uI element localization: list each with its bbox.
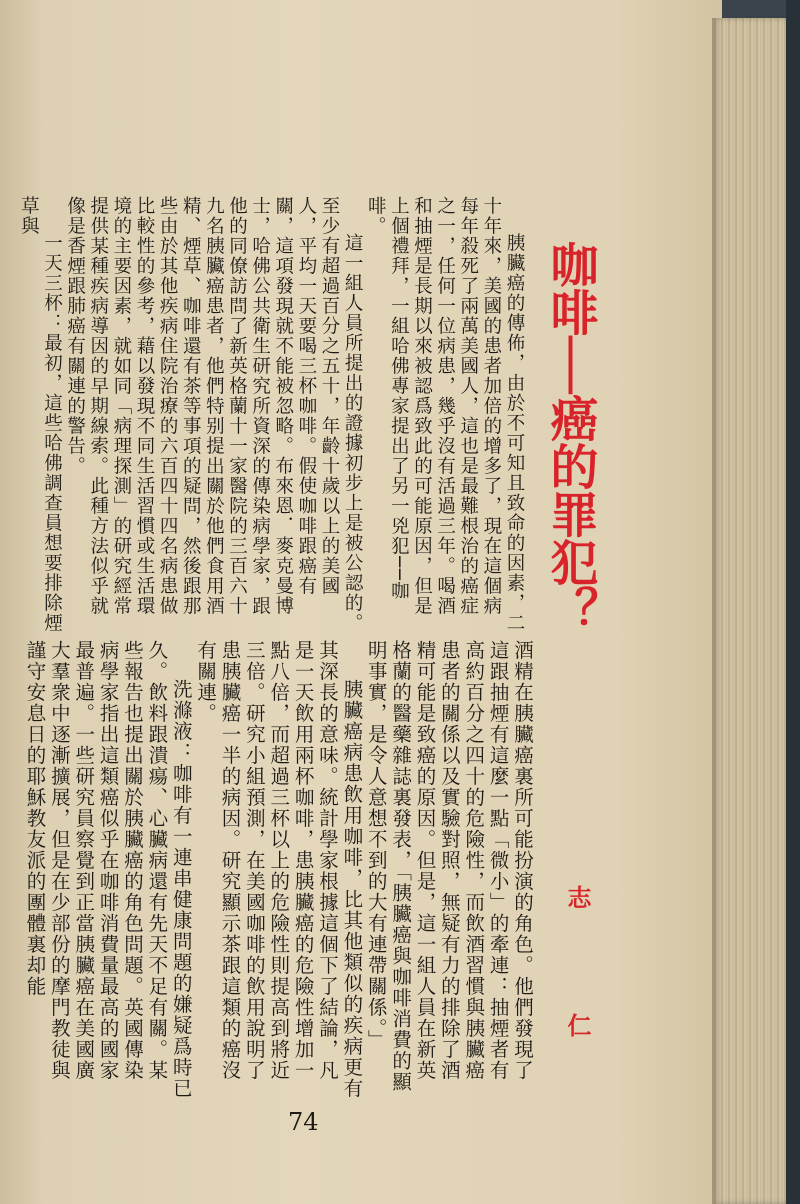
- author-name: 志 仁: [563, 885, 591, 1077]
- book-spine-shadow: [786, 0, 800, 1204]
- paragraph: 胰臟癌病患飲用咖啡，比其他類似的疾病更有其深長的意味。統計學家根據這個下了結論，凡是一天飲用兩杯咖啡，患胰臟癌的危險性增加一點八倍，而超過三杯以上的危險性則提高到將近三倍。研究小組預測，在美國咖啡的飲用說明了患胰臟癌一半的病因。研究顯示茶跟這類的癌沒有關連。: [194, 640, 364, 1099]
- paragraph: 這一組人員所提出的證據初步上是被公認的。至少有超過百分之五十，年齡十歲以上的美國人，平均一天要喝三杯咖啡。假使咖啡跟癌有關，這項發現就不能被忽略。布來恩．麥克曼博士，哈佛公共衛生研究所資深的傳染病學家，跟他的同僚訪問了新英格蘭十一家醫院的三百六十九名胰臟癌患者，他們特别提出關於他們食用酒精、煙草、咖啡還有茶等事項的疑問，然後跟那些由於其他疾病住院治療的六百四十四名病患做比較性的參考，藉以發現不同生活習慣或生活環境的主要因素，就如同「病理探測」的研究經常提供某種疾病導因的早期線索。此種方法似乎就像是香煙跟肺癌有關連的警告。: [64, 196, 364, 633]
- article-body-top: [6, 196, 526, 634]
- article-title: 咖啡──癌的罪犯？: [542, 240, 598, 634]
- paragraph: 一天三杯：最初，這些哈佛調查員想要排除煙草與: [18, 196, 63, 633]
- page-edges: [712, 18, 786, 1204]
- paragraph: 洗滌液：咖啡有一連串健康問題的嫌疑爲時已久。飲料跟潰瘍、心臟病還有先天不足有關。某些報告也提出關於胰臟癌的角色問題。英國傳染病學家指出這類癌似乎在咖啡消費量最高的國家最普遍。一些研究員察覺到正當胰臟癌在美國廣大羣衆中逐漸擴展，但是在少部份的摩門教徒與謹守安息日的耶穌教友派的團體裏却能: [23, 640, 193, 1099]
- page-number: 74: [288, 1108, 319, 1136]
- paragraph: 酒精在胰臟癌裏所可能扮演的角色。他們發現了這跟抽煙有這麼一點「微小」的牽連：抽煙者有高約百分之四十的危險性，而飲酒習慣與胰臟癌患者的關係以及實驗對照，無疑有力的排除了酒精可能是致癌的原因。但是，這一組人員在新英格蘭的醫藥雜誌裏發表，「胰臟癌與咖啡消費的顯明事實，是令人意想不到的大有連帶關係。」: [364, 640, 534, 1093]
- paragraph: 胰臟癌的傳佈，由於不可知且致命的因素，二十年來，美國的患者加倍的增多了，現在這個病每年殺死了兩萬美國人，這也是最難根治的癌症之一，任何一位病患，幾乎沒有活過三年。喝酒和抽煙是長期以來被認爲致此的可能原因，但是上個禮拜，一組哈佛專家提出了另一兇犯──咖啡。: [365, 196, 525, 633]
- article-body-bottom: [14, 640, 534, 1100]
